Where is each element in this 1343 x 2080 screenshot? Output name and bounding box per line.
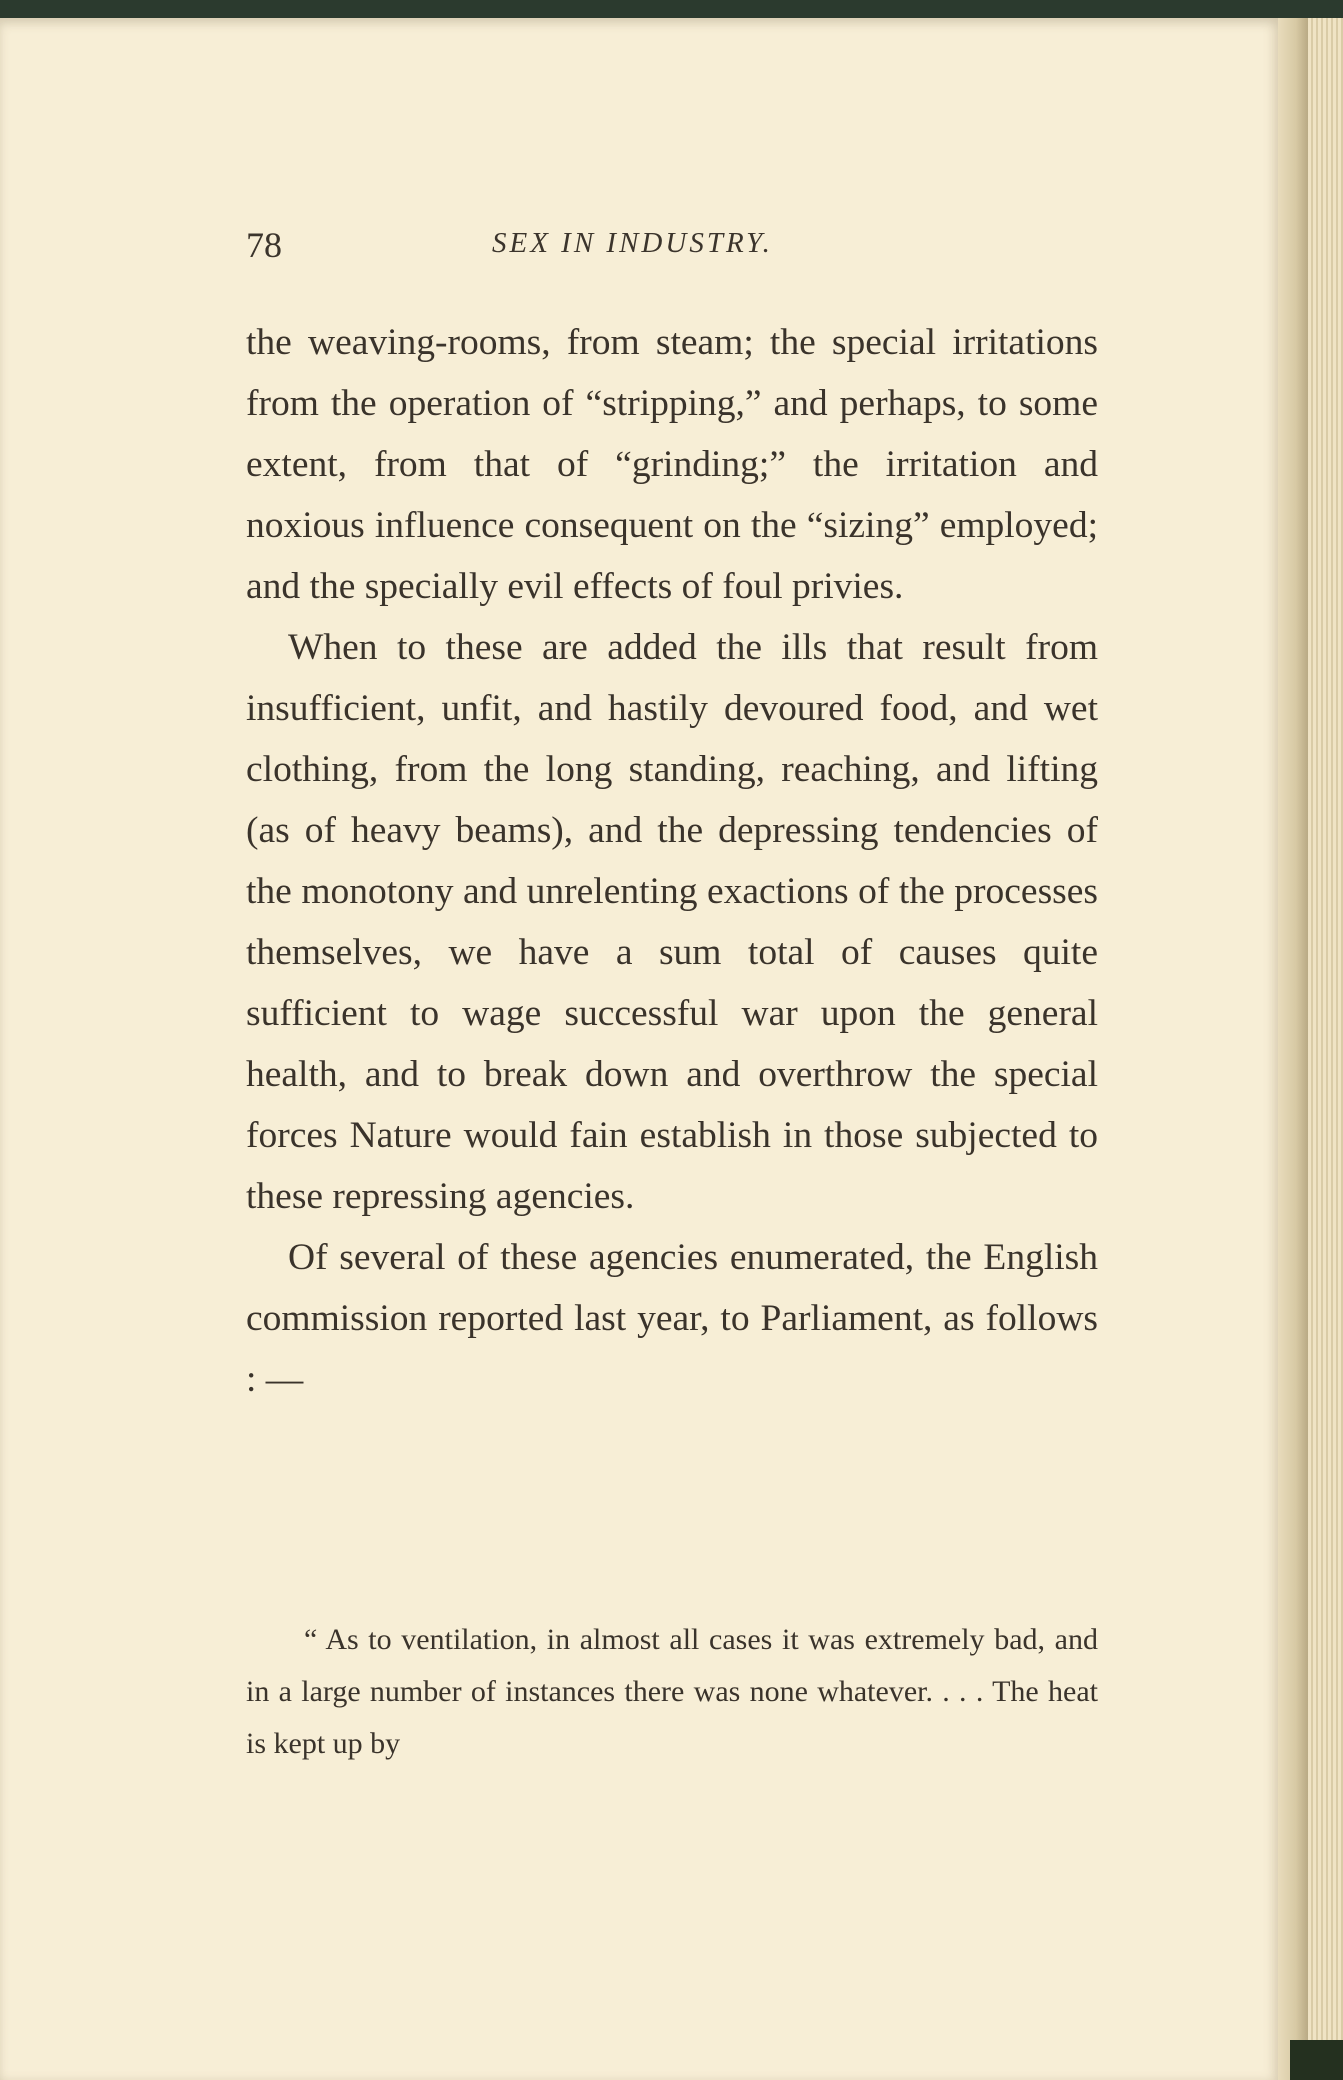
page-gutter xyxy=(1278,18,1308,2080)
page-number: 78 xyxy=(246,225,282,265)
quote-text: “ As to ventilation, in almost all cases it was extremely bad, and in a large number of instances there was none whatever. . . . The heat is kept up by xyxy=(246,1623,1098,1760)
paragraph: Of several of these agencies enumerated, the English commission reported last year, to Parliament, as follows : — xyxy=(246,1237,1098,1400)
book-cover-corner xyxy=(1290,2040,1343,2080)
block-quote xyxy=(246,1614,1098,1770)
page-stack-edge xyxy=(1308,18,1343,2080)
running-title: SEX IN INDUSTRY. xyxy=(492,227,773,259)
body-text xyxy=(246,312,1098,1410)
paragraph: When to these are added the ills that result from insufficient, unfit, and hastily devoured food, and wet clothing, from the long standing, reaching, and lifting (as of heavy beams), and the depressing tendencies of the monotony and unrelenting exactions of the processes themselves, we have a sum total of causes quite sufficient to wage successful war upon the general health, and to break down and overthrow the special forces Nature would fain establish in those subjected to these repressing agencies. xyxy=(246,627,1098,1217)
paragraph: the weaving-rooms, from steam; the special irritations from the operation of “stripping,” and perhaps, to some extent, from that of “grinding;” the irritation and noxious influence consequent on the “sizing” employed; and the specially evil effects of foul privies. xyxy=(246,322,1098,607)
running-head xyxy=(246,224,1096,274)
